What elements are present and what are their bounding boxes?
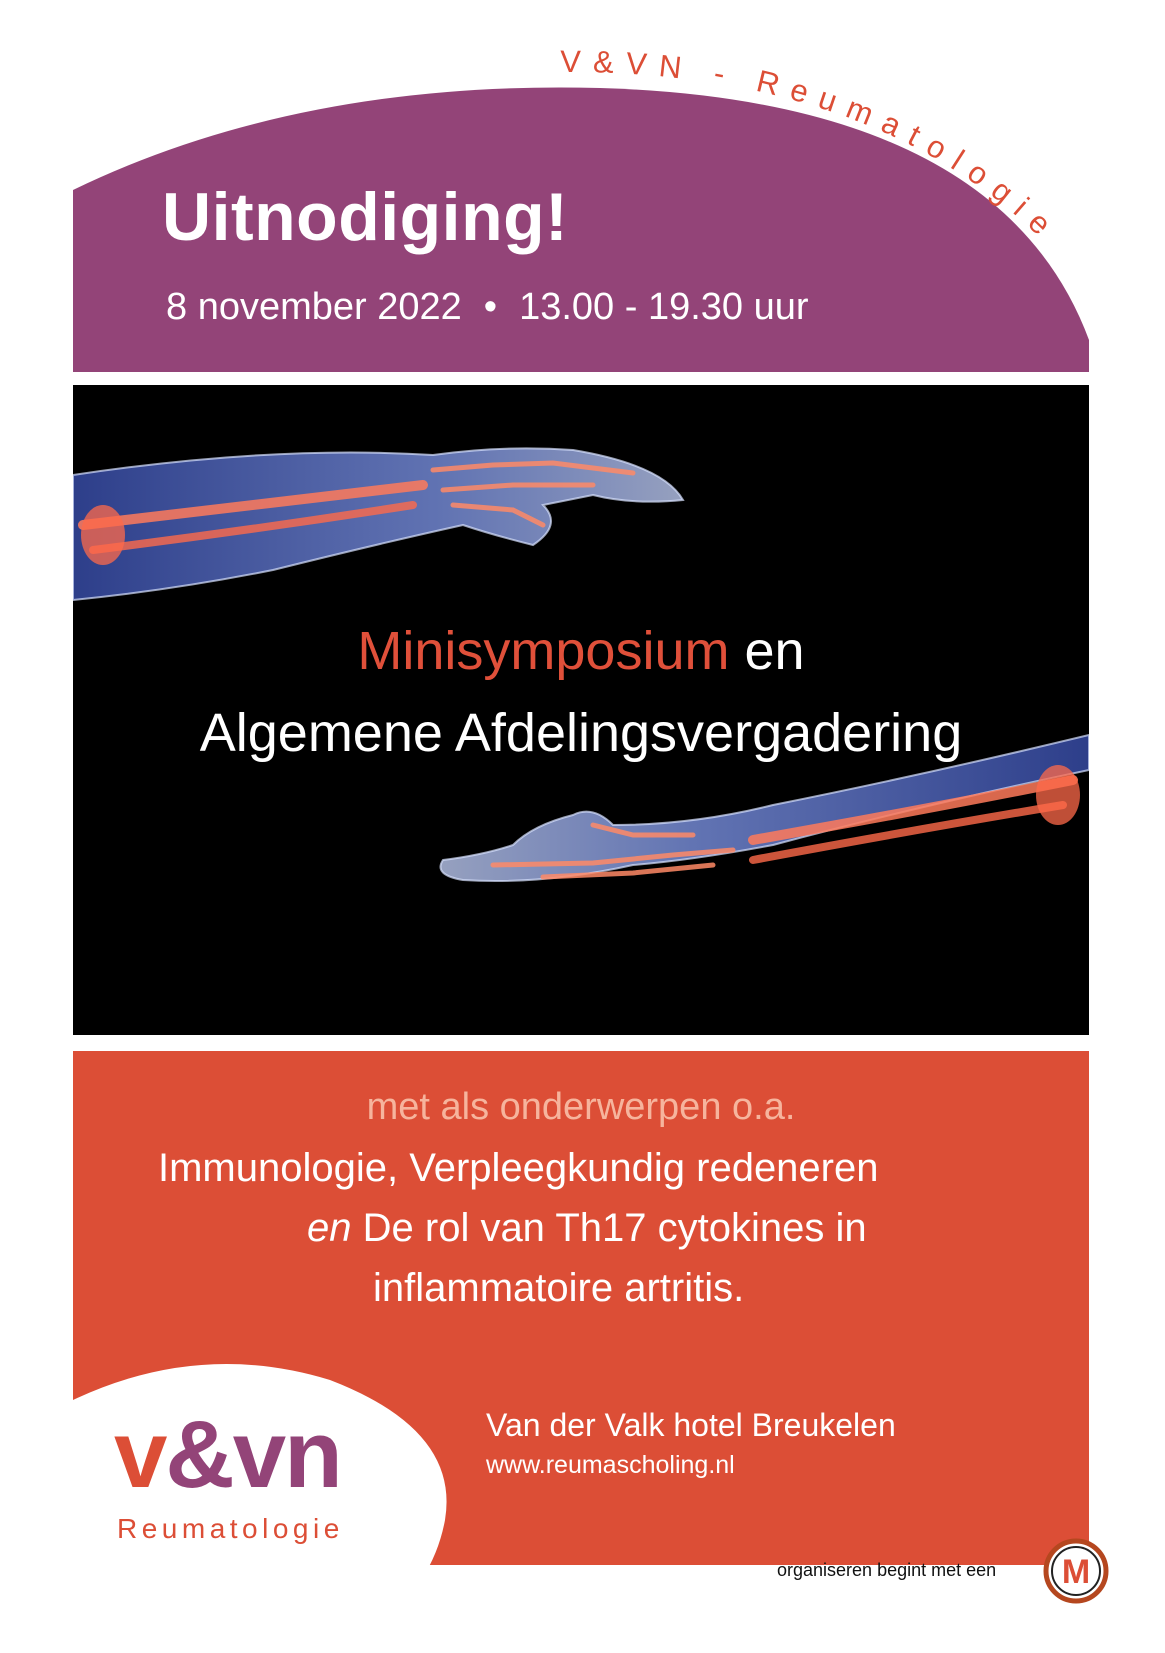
logo-subtitle: Reumatologie: [117, 1513, 344, 1544]
organizer-logo-letter: M: [1061, 1553, 1091, 1591]
logo-v: v: [114, 1401, 166, 1508]
organizer-tagline: organiseren begint met een: [777, 1560, 997, 1580]
conjunction-label: en: [744, 621, 805, 681]
page-title: Uitnodiging!: [162, 179, 569, 255]
event-time: 13.00 - 19.30 uur: [519, 286, 809, 328]
website-link[interactable]: www.reumascholing.nl: [486, 1451, 735, 1479]
vvn-logo: [114, 1400, 341, 1510]
venue-name: Van der Valk hotel Breukelen: [486, 1407, 896, 1443]
topics-conjunction: en: [307, 1206, 352, 1250]
arc-text: V&VN - Reumatologie: [560, 43, 1067, 250]
event-date: 8 november 2022: [166, 286, 462, 328]
meeting-heading: Algemene Afdelingsvergadering: [199, 703, 963, 763]
event-type-heading: [73, 620, 1089, 682]
svg-text:V&VN - Reumatologie: [560, 44, 1067, 250]
topics-intro: met als onderwerpen o.a.: [366, 1086, 796, 1128]
separator-bullet: •: [483, 286, 498, 328]
minisymposium-label: Minisymposium: [357, 621, 730, 681]
logo-vn: vn: [232, 1401, 341, 1508]
topics-line-1: Immunologie, Verpleegkundig redeneren: [158, 1146, 879, 1190]
organizer-m-logo-icon: [1043, 1538, 1109, 1604]
event-datetime: [166, 286, 809, 329]
topics-line-2-text: De rol van Th17 cytokines in: [362, 1206, 867, 1250]
topics-line-2: [307, 1206, 867, 1251]
logo-ampersand: &: [165, 1401, 233, 1508]
topics-line-3: inflammatoire artritis.: [373, 1266, 745, 1310]
